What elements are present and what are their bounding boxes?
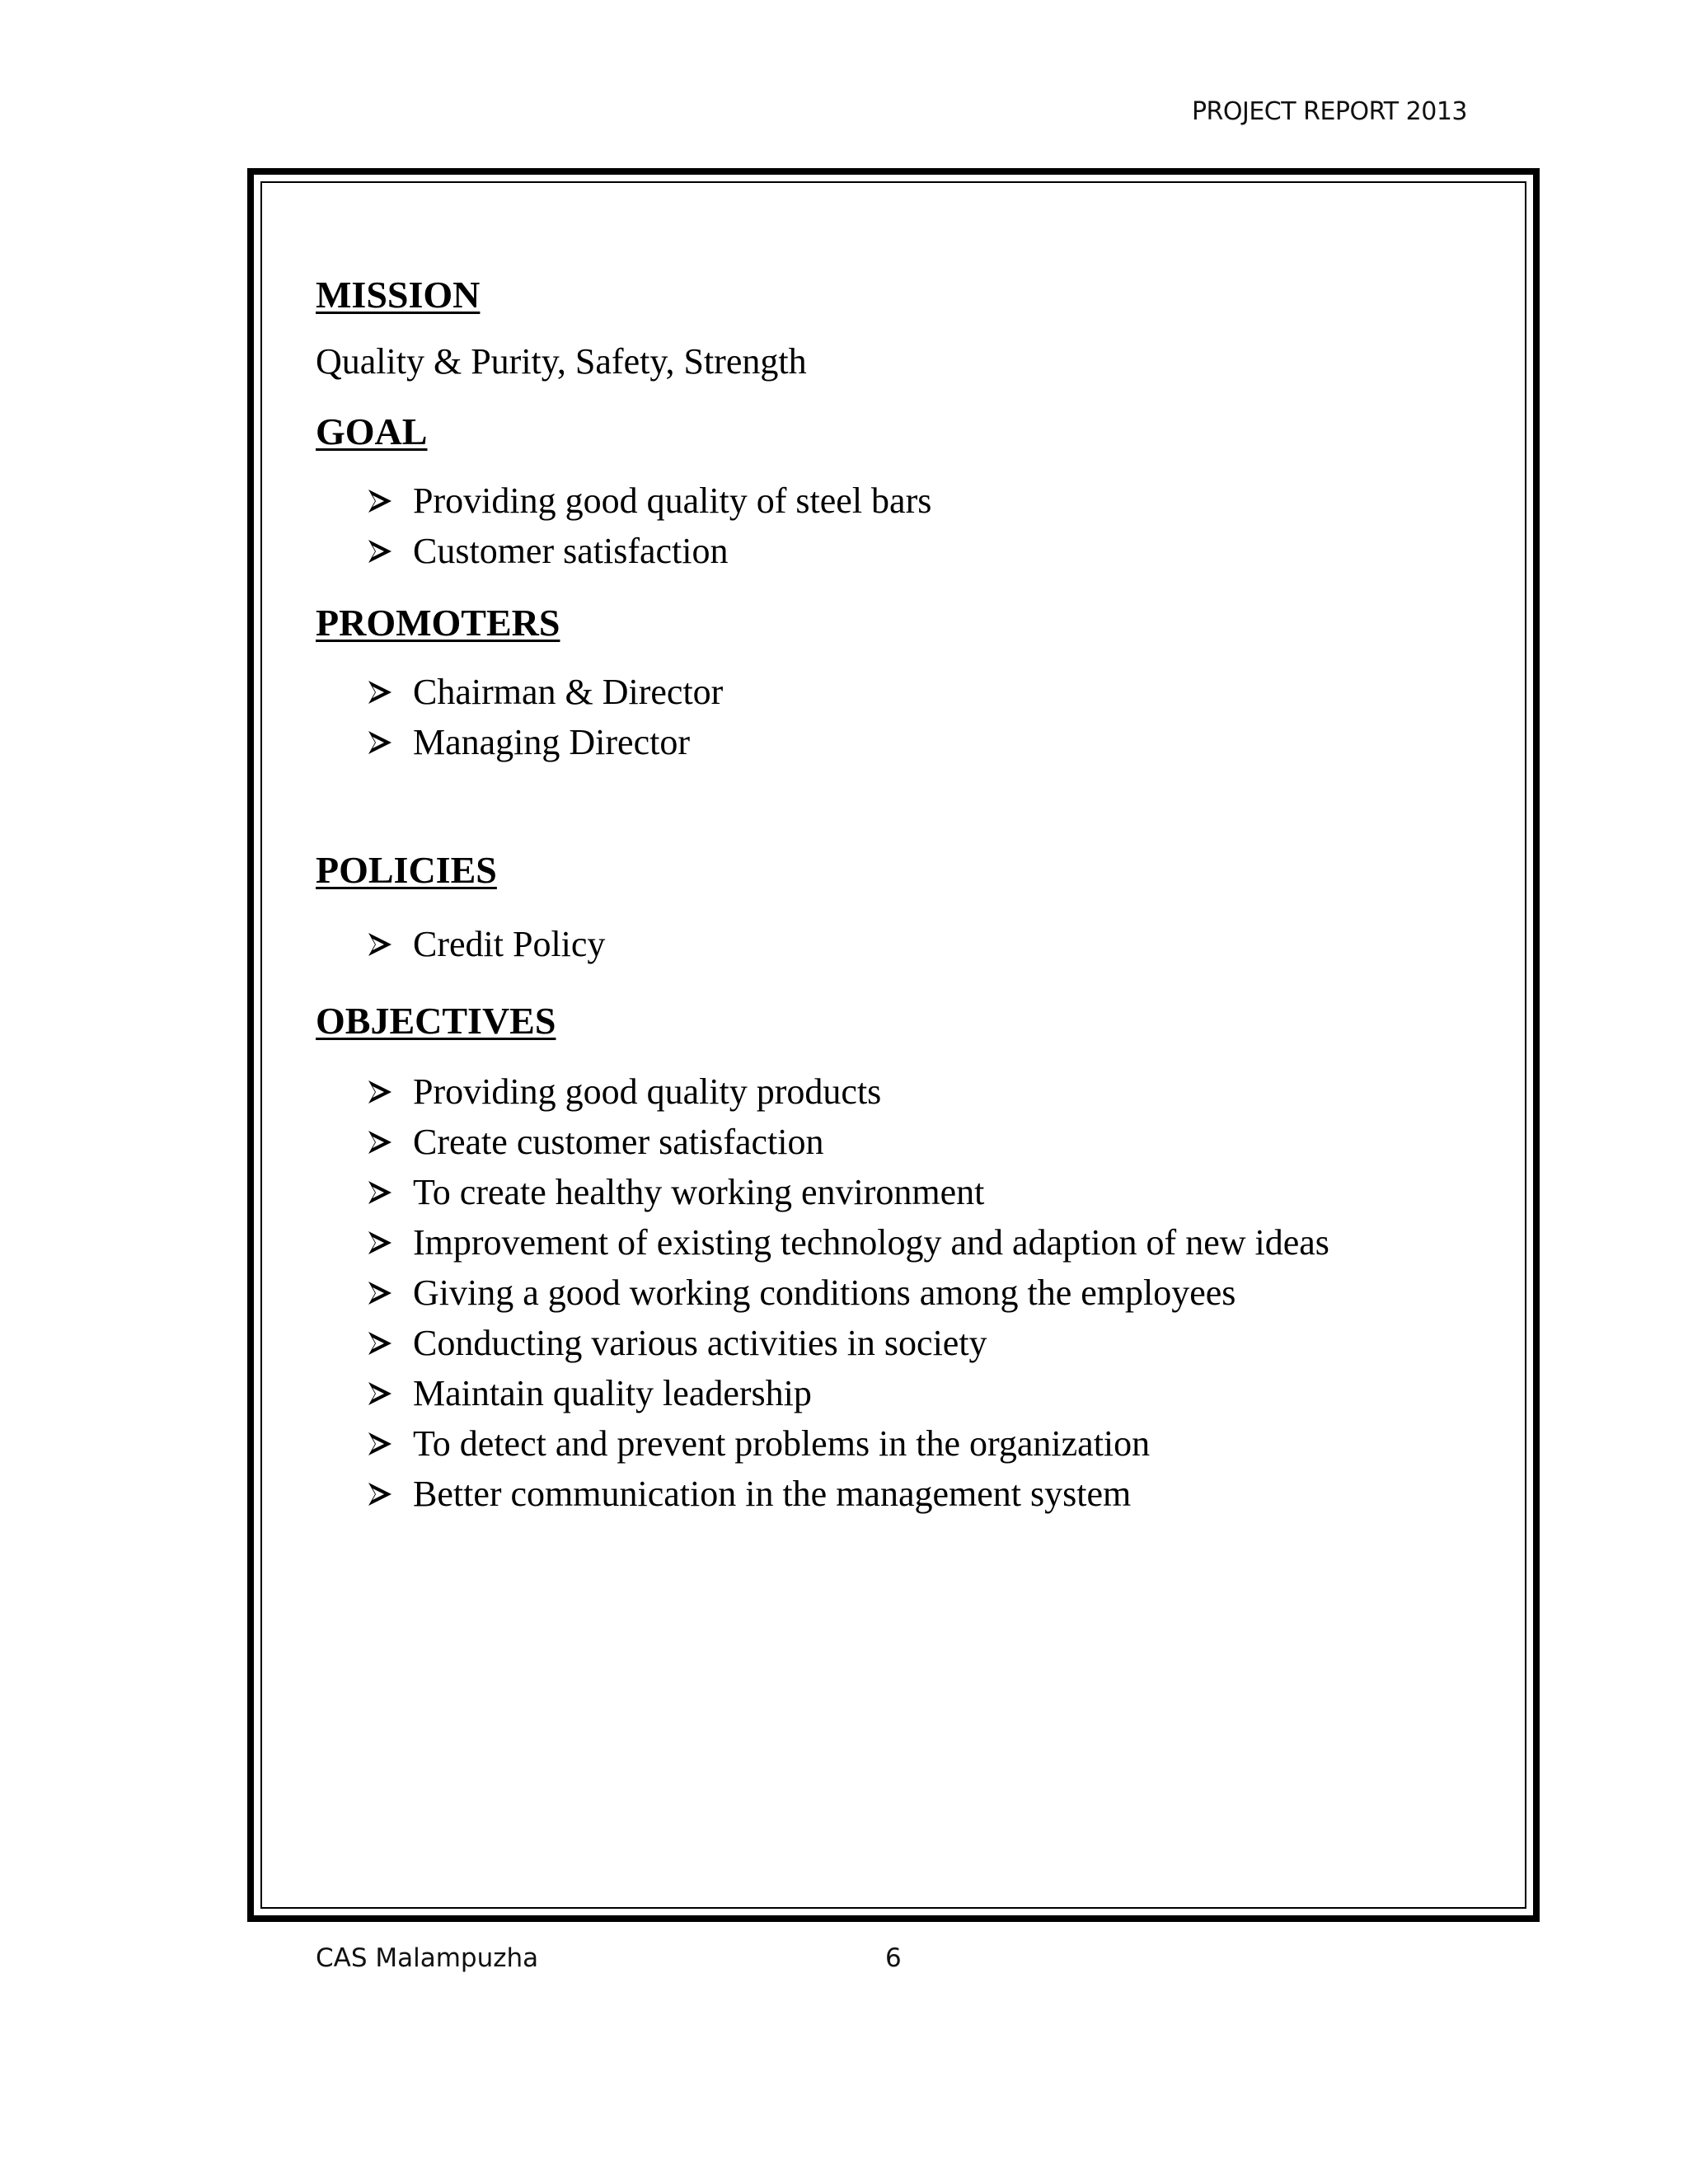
arrowhead-bullet-icon — [367, 1280, 393, 1306]
arrowhead-bullet-icon — [367, 1179, 393, 1206]
list-item — [316, 526, 1486, 576]
list-item — [316, 1268, 1486, 1318]
list-item-text: To detect and prevent problems in the organization — [413, 1423, 1151, 1464]
list-item-text: Giving a good working conditions among the employees — [413, 1272, 1236, 1313]
list-item — [316, 1167, 1486, 1217]
list-item-text: Credit Policy — [413, 924, 606, 964]
arrowhead-bullet-icon — [367, 1129, 393, 1155]
list-item-text: Improvement of existing technology and adaption of new ideas — [413, 1222, 1329, 1263]
list-item-text: To create healthy working environment — [413, 1172, 985, 1212]
arrowhead-bullet-icon — [367, 488, 393, 514]
promoters-section — [316, 596, 1486, 767]
list-item — [316, 1418, 1486, 1469]
list-item — [316, 1368, 1486, 1418]
list-item — [316, 1117, 1486, 1167]
page-header-title: PROJECT REPORT 2013 — [1191, 97, 1467, 126]
arrowhead-bullet-icon — [367, 1079, 393, 1105]
list-item — [316, 919, 1486, 969]
arrowhead-bullet-icon — [367, 1230, 393, 1256]
objectives-section — [316, 994, 1486, 1519]
arrowhead-bullet-icon — [367, 679, 393, 705]
policies-heading: POLICIES — [316, 849, 497, 891]
mission-heading: MISSION — [316, 274, 481, 316]
list-item-text: Create customer satisfaction — [413, 1122, 824, 1162]
goal-section — [316, 405, 1486, 576]
list-item — [316, 717, 1486, 767]
footer-institution: CAS Malampuzha — [316, 1943, 539, 1973]
arrowhead-bullet-icon — [367, 931, 393, 958]
arrowhead-bullet-icon — [367, 1380, 393, 1407]
arrowhead-bullet-icon — [367, 1481, 393, 1507]
goal-heading: GOAL — [316, 410, 428, 452]
arrowhead-bullet-icon — [367, 1431, 393, 1457]
objectives-heading: OBJECTIVES — [316, 1000, 556, 1042]
document-content — [316, 268, 1486, 1519]
arrowhead-bullet-icon — [367, 729, 393, 756]
footer-page-number: 6 — [885, 1943, 902, 1973]
list-item-text: Customer satisfaction — [413, 531, 729, 571]
mission-section — [316, 268, 1486, 387]
arrowhead-bullet-icon — [367, 1330, 393, 1357]
list-item — [316, 1469, 1486, 1519]
arrowhead-bullet-icon — [367, 538, 393, 565]
policies-list — [316, 919, 1486, 969]
list-item — [316, 1217, 1486, 1268]
list-item-text: Managing Director — [413, 722, 690, 762]
list-item — [316, 1318, 1486, 1368]
promoters-list — [316, 667, 1486, 767]
mission-text: Quality & Purity, Safety, Strength — [316, 341, 807, 382]
list-item-text: Providing good quality of steel bars — [413, 480, 932, 521]
policies-section — [316, 843, 1486, 969]
list-item-text: Maintain quality leadership — [413, 1373, 812, 1413]
list-item — [316, 476, 1486, 526]
goal-list — [316, 476, 1486, 576]
objectives-list — [316, 1066, 1486, 1519]
list-item-text: Providing good quality products — [413, 1071, 882, 1112]
list-item-text: Chairman & Director — [413, 672, 724, 712]
list-item — [316, 667, 1486, 717]
list-item — [316, 1066, 1486, 1117]
promoters-heading: PROMOTERS — [316, 602, 560, 644]
list-item-text: Conducting various activities in society — [413, 1323, 987, 1363]
list-item-text: Better communication in the management system — [413, 1474, 1132, 1514]
